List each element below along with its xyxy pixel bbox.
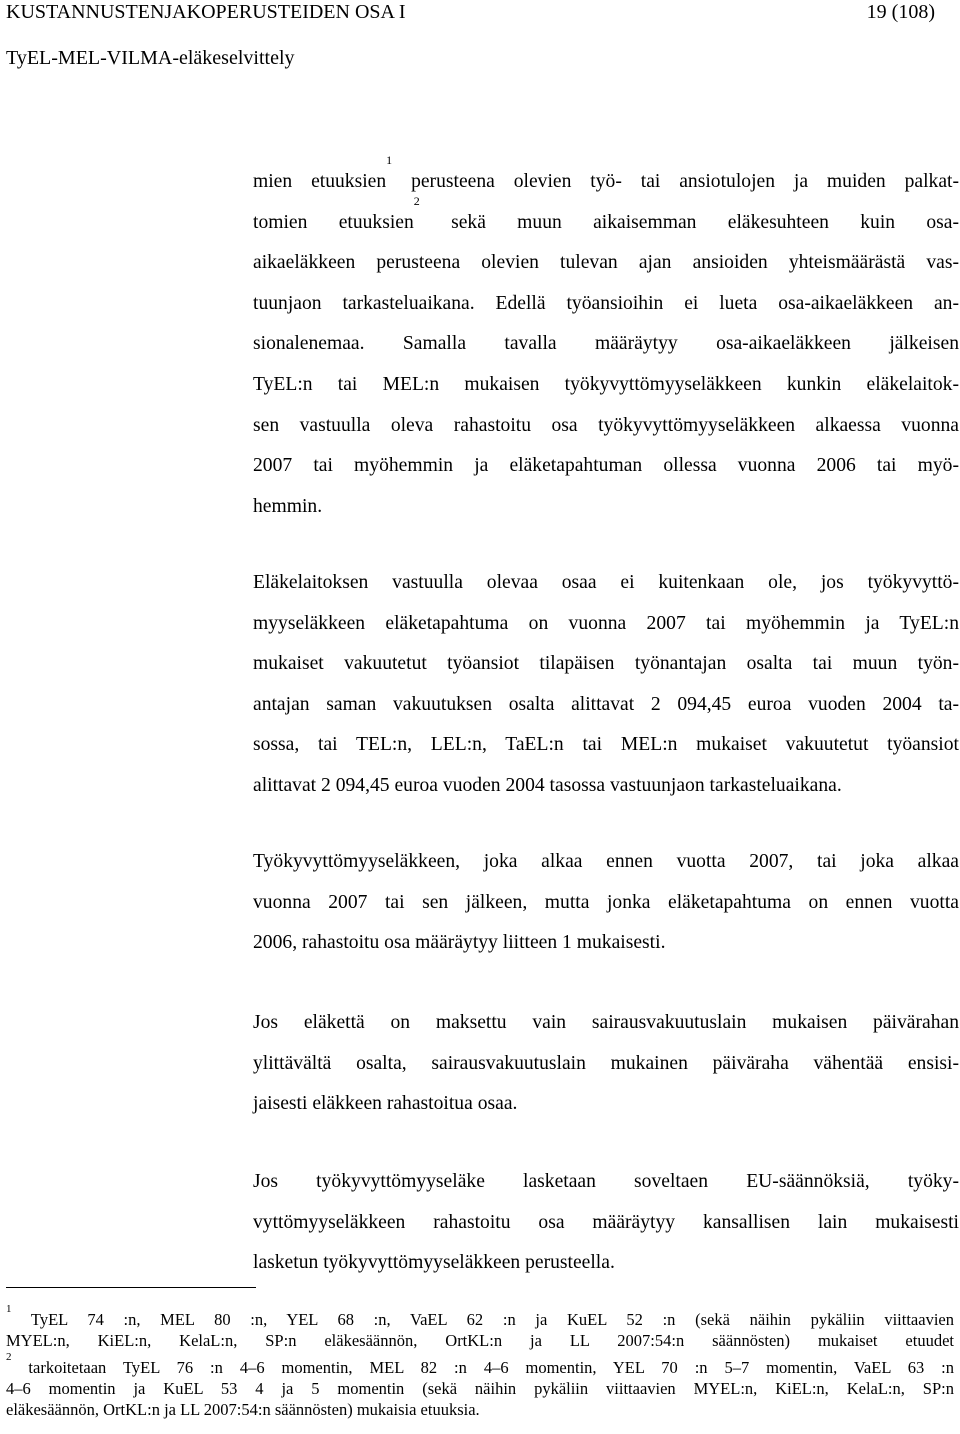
footnote-line: eläkesäännön, OrtKL:n ja LL 2007:54:n säännösten) mukaisia etuuksia. (6, 1399, 480, 1419)
paragraph-line: myyseläkkeen eläketapahtuma on vuonna 2007 tai myöhemmin ja TyEL:n (253, 612, 959, 634)
paragraph-line: TyEL:n tai MEL:n mukaisen työkyvyttömyyseläkkeen kunkin eläkelaitok- (253, 373, 959, 395)
paragraph-line: 2006, rahastoitu osa määräytyy liitteen 1 mukaisesti. (253, 932, 666, 954)
text-run: tarkoitetaan TyEL 76 :n 4–6 momentin, MEL 82 :n 4–6 momentin, YEL 70 :n 5–7 momentin, VaEL 63 :n (11, 1358, 954, 1377)
paragraph-3 (253, 842, 959, 964)
paragraph-line: ylittävältä osalta, sairausvakuutuslain mukainen päiväraha vähentää ensisi- (253, 1052, 959, 1074)
footnote-marker: 1 (6, 1303, 12, 1315)
paragraph-line (253, 153, 959, 203)
text-run: sekä muun aikaisemman eläkesuhteen kuin osa- (419, 211, 959, 233)
paragraph-line: sen vastuulla oleva rahastoitu osa työkyvyttömyyseläkkeen alkaessa vuonna (253, 414, 959, 436)
paragraph-1 (253, 153, 959, 527)
paragraph-line: hemmin. (253, 495, 323, 517)
document-subtitle: TyEL-MEL-VILMA-eläkeselvittely (6, 47, 295, 69)
page-number: 19 (108) (866, 1, 935, 23)
footnote-line (6, 1303, 954, 1331)
paragraph-line: aikaeläkkeen perusteena olevien tulevan ajan ansioiden yhteismäärästä vas- (253, 252, 959, 274)
text-run: perusteena olevien työ- tai ansiotulojen ja muiden palkat- (392, 171, 959, 192)
document-title: KUSTANNUSTENJAKOPERUSTEIDEN OSA I (6, 1, 406, 23)
paragraph-2 (253, 563, 959, 807)
paragraph-line: lasketun työkyvyttömyyseläkkeen perusteella. (253, 1252, 615, 1274)
text-run: TyEL 74 :n, MEL 80 :n, YEL 68 :n, VaEL 62 :n ja KuEL 52 :n (sekä näihin pykäliin viittaavien (11, 1310, 954, 1329)
paragraph-line: vyttömyyseläkkeen rahastoitu osa määräytyy kansallisen lain mukaisesti (253, 1211, 959, 1233)
text-run: mien etuuksien (253, 171, 387, 192)
footnote-marker: 2 (6, 1351, 12, 1363)
footnote-line: 4–6 momentin ja KuEL 53 4 ja 5 momentin (sekä näihin pykäliin viittaavien MYEL:n, KiEL:n, KelaL:n, SP:n (6, 1378, 954, 1398)
footnote-separator (6, 1287, 256, 1288)
paragraph-line (253, 193, 959, 244)
paragraph-line: alittavat 2 094,45 euroa vuoden 2004 tasossa vastuunjaon tarkasteluaikana. (253, 774, 842, 796)
paragraph-line: vuonna 2007 tai sen jälkeen, mutta jonka eläketapahtuma on ennen vuotta (253, 891, 959, 913)
footnote-ref: 2 (413, 193, 420, 208)
paragraph-line: 2007 tai myöhemmin ja eläketapahtuman ollessa vuonna 2006 tai myö- (253, 455, 959, 477)
paragraph-line: Työkyvyttömyyseläkkeen, joka alkaa ennen vuotta 2007, tai joka alkaa (253, 851, 959, 872)
text-run: tomien etuuksien (253, 211, 414, 233)
paragraph-5 (253, 1162, 959, 1284)
paragraph-line: mukaiset vakuutetut työansiot tilapäisen työnantajan osalta tai muun työn- (253, 653, 959, 675)
paragraph-line: Jos eläkettä on maksettu vain sairausvakuutuslain mukaisen päivärahan (253, 1012, 959, 1033)
paragraph-line: antajan saman vakuutuksen osalta alittavat 2 094,45 euroa vuoden 2004 ta- (253, 693, 959, 715)
paragraph-4 (253, 1003, 959, 1125)
paragraph-line: sossa, tai TEL:n, LEL:n, TaEL:n tai MEL:n mukaiset vakuutetut työansiot (253, 734, 959, 756)
paragraph-line: Jos työkyvyttömyyseläke lasketaan soveltaen EU-säännöksiä, työky- (253, 1171, 959, 1192)
paragraph-line: tuunjaon tarkasteluaikana. Edellä työansioihin ei lueta osa-aikaeläkkeen an- (253, 292, 959, 314)
paragraph-line: Eläkelaitoksen vastuulla olevaa osaa ei kuitenkaan ole, jos työkyvyttö- (253, 572, 959, 593)
footnote-1 (6, 1303, 954, 1352)
paragraph-line: jaisesti eläkkeen rahastoitua osaa. (253, 1093, 518, 1115)
footnote-ref: 1 (386, 153, 393, 167)
footnote-2 (6, 1351, 954, 1420)
footnote-line (6, 1351, 954, 1379)
paragraph-line: sionalenemaa. Samalla tavalla määräytyy osa-aikaeläkkeen jälkeisen (253, 333, 959, 355)
footnote-line: MYEL:n, KiEL:n, KelaL:n, SP:n eläkesäännön, OrtKL:n ja LL 2007:54:n säännösten) mukaiset etuudet (6, 1330, 954, 1350)
